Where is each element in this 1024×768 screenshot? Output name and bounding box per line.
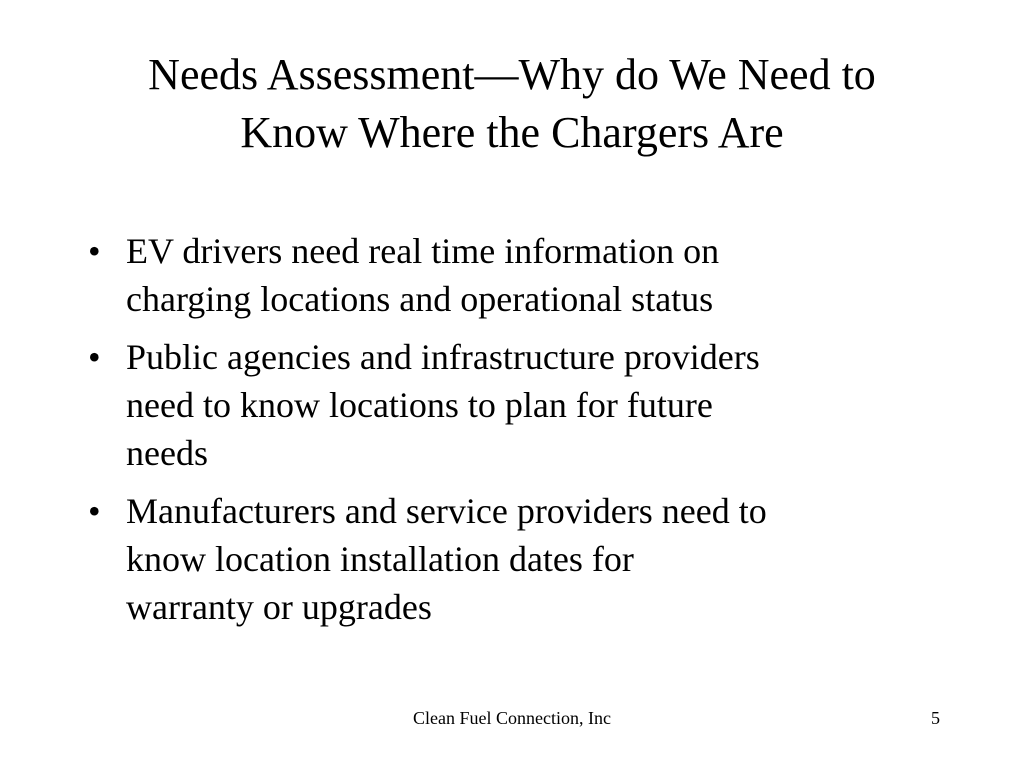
bullet-marker: • (88, 491, 101, 531)
bullet-marker: • (88, 337, 101, 377)
bullet-text-line: Manufacturers and service providers need to (126, 491, 767, 531)
bullet-list (86, 227, 956, 641)
bullet-text-line: know location installation dates for (126, 539, 634, 579)
slide-title-line-1: Needs Assessment—Why do We Need to (148, 50, 876, 99)
page-number: 5 (931, 708, 940, 728)
bullet-text-line: EV drivers need real time information on (126, 231, 720, 271)
bullet-text-line: need to know locations to plan for future (126, 385, 713, 425)
footer-organization: Clean Fuel Connection, Inc (413, 708, 611, 728)
bullet-text-line: charging locations and operational status (126, 279, 714, 319)
bullet-text-line: warranty or upgrades (126, 587, 432, 627)
bullet-text-line: Public agencies and infrastructure providers (126, 337, 760, 377)
bullet-marker: • (88, 231, 101, 271)
bullet-item (86, 487, 956, 631)
bullet-item (86, 227, 956, 323)
slide-title (40, 46, 984, 162)
bullet-text-line: needs (126, 433, 208, 473)
bullet-item (86, 333, 956, 477)
slide-title-line-2: Know Where the Chargers Are (240, 108, 784, 157)
